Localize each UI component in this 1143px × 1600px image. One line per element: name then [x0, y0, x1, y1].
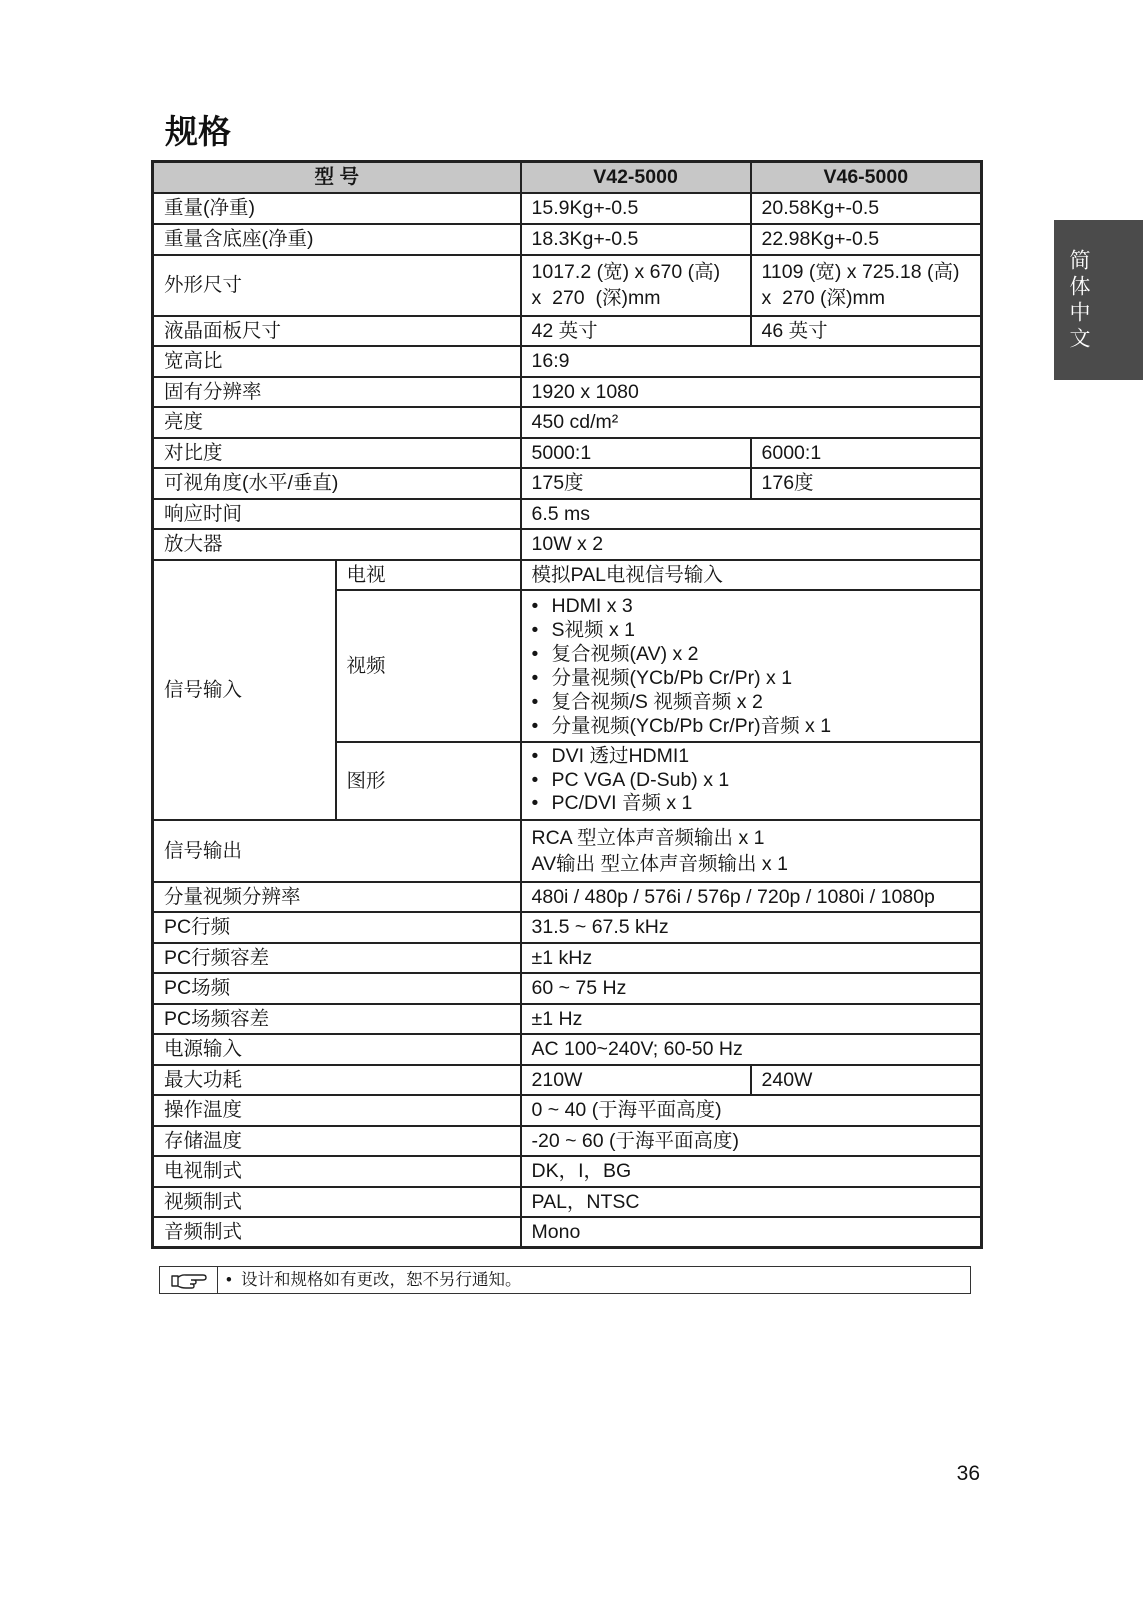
- max-power-label: 最大功耗: [153, 1065, 521, 1096]
- signal-input-tv-label: 电视: [336, 560, 521, 590]
- signal-output-line: RCA 型立体声音频输出 x 1: [531, 826, 765, 849]
- panel-size-v42: 42 英寸: [521, 316, 751, 347]
- table-row: [153, 560, 982, 590]
- native-resolution-label: 固有分辨率: [153, 377, 521, 408]
- video-system-label: 视频制式: [153, 1187, 521, 1218]
- table-row: [153, 1187, 982, 1218]
- weight-stand-v46: 22.98Kg+-0.5: [751, 224, 982, 255]
- viewing-angle-v46: 176度: [751, 468, 982, 499]
- pc-v-freq-tolerance-label: PC场频容差: [153, 1004, 521, 1035]
- list-item-text: 复合视频/S 视频音频 x 2: [551, 690, 763, 713]
- list-item-text: PC VGA (D-Sub) x 1: [551, 768, 730, 791]
- tv-system-label: 电视制式: [153, 1156, 521, 1187]
- weight-net-label: 重量(净重): [153, 193, 521, 224]
- table-row: [153, 255, 982, 316]
- table-row: [153, 912, 982, 943]
- audio-system-value: Mono: [521, 1217, 982, 1248]
- weight-net-v46: 20.58Kg+-0.5: [751, 193, 982, 224]
- storage-temp-value: -20 ~ 60 (于海平面高度): [521, 1126, 982, 1157]
- note-text: 设计和规格如有更改，恕不另行通知。: [241, 1271, 522, 1289]
- list-item: [532, 594, 981, 618]
- viewing-angle-v42: 175度: [521, 468, 751, 499]
- brightness-label: 亮度: [153, 407, 521, 438]
- signal-input-video-list: [521, 590, 982, 742]
- signal-input-tv-value: 模拟PAL电视信号输入: [521, 560, 982, 590]
- table-row: [153, 407, 982, 438]
- table-row: [153, 529, 982, 560]
- power-input-label: 电源输入: [153, 1034, 521, 1065]
- table-row: [153, 1034, 982, 1065]
- amplifier-value: 10W x 2: [521, 529, 982, 560]
- operating-temp-label: 操作温度: [153, 1095, 521, 1126]
- header-model: 型 号: [153, 162, 521, 193]
- table-row: [153, 1095, 982, 1126]
- bullet: •: [226, 1271, 232, 1289]
- bullet: •: [531, 745, 539, 768]
- header-row: [153, 162, 982, 193]
- contrast-label: 对比度: [153, 438, 521, 469]
- header-v46: V46-5000: [751, 162, 982, 193]
- list-item-text: DVI 透过HDMI1: [551, 745, 690, 768]
- bullet: •: [531, 792, 539, 815]
- amplifier-label: 放大器: [153, 529, 521, 560]
- pc-h-freq-label: PC行频: [153, 912, 521, 943]
- list-item-text: HDMI x 3: [551, 594, 633, 617]
- component-resolution-label: 分量视频分辨率: [153, 882, 521, 913]
- storage-temp-label: 存储温度: [153, 1126, 521, 1157]
- signal-input-video-label: 视频: [336, 590, 521, 742]
- dimensions-v46: [751, 255, 982, 316]
- list-item-text: 分量视频(YCb/Pb Cr/Pr) x 1: [551, 666, 793, 689]
- pc-h-freq-value: 31.5 ~ 67.5 kHz: [521, 912, 982, 943]
- dimensions-v46-line2: x 270 (深)mm: [761, 287, 886, 309]
- note-box: [159, 1266, 971, 1294]
- signal-input-graphics-list: [521, 742, 982, 820]
- list-item: [532, 690, 981, 714]
- page-title: 规格: [165, 113, 231, 150]
- table-row: [153, 346, 982, 377]
- max-power-v46: 240W: [751, 1065, 982, 1096]
- list-item-text: S视频 x 1: [551, 618, 635, 641]
- table-row: [153, 316, 982, 347]
- table-row: [153, 882, 982, 913]
- bullet: •: [531, 690, 539, 713]
- table-row: [153, 499, 982, 530]
- table-row: [153, 820, 982, 882]
- bullet: •: [531, 618, 539, 641]
- response-time-value: 6.5 ms: [521, 499, 982, 530]
- bullet: •: [531, 768, 539, 791]
- tv-system-value: DK，I，BG: [521, 1156, 982, 1187]
- table-row: [153, 193, 982, 224]
- table-row: [153, 1126, 982, 1157]
- aspect-ratio-label: 宽高比: [153, 346, 521, 377]
- list-item: [532, 792, 981, 816]
- viewing-angle-label: 可视角度(水平/垂直): [153, 468, 521, 499]
- signal-output-list: [521, 820, 982, 882]
- audio-system-label: 音频制式: [153, 1217, 521, 1248]
- list-item: [532, 714, 981, 738]
- weight-stand-label: 重量含底座(净重): [153, 224, 521, 255]
- panel-size-v46: 46 英寸: [751, 316, 982, 347]
- list-item-text: PC/DVI 音频 x 1: [551, 792, 693, 815]
- header-v42: V42-5000: [521, 162, 751, 193]
- table-row: [153, 1217, 982, 1248]
- table-row: [153, 1065, 982, 1096]
- weight-net-v42: 15.9Kg+-0.5: [521, 193, 751, 224]
- contrast-v42: 5000:1: [521, 438, 751, 469]
- pc-h-freq-tolerance-label: PC行频容差: [153, 943, 521, 974]
- bullet: •: [531, 642, 539, 665]
- bullet: •: [531, 714, 539, 737]
- pc-v-freq-value: 60 ~ 75 Hz: [521, 973, 982, 1004]
- signal-input-label: 信号输入: [153, 560, 336, 820]
- dimensions-v42-line2: x 270 (深)mm: [531, 287, 661, 309]
- bullet: •: [531, 594, 539, 617]
- max-power-v42: 210W: [521, 1065, 751, 1096]
- dimensions-v46-line1: 1109 (宽) x 725.18 (高): [761, 261, 960, 283]
- power-input-value: AC 100~240V; 60-50 Hz: [521, 1034, 982, 1065]
- list-item: [532, 745, 981, 769]
- signal-input-graphics-label: 图形: [336, 742, 521, 820]
- note-text-wrap: [218, 1267, 522, 1293]
- bullet: •: [531, 666, 539, 689]
- weight-stand-v42: 18.3Kg+-0.5: [521, 224, 751, 255]
- native-resolution-value: 1920 x 1080: [521, 377, 982, 408]
- aspect-ratio-value: 16:9: [521, 346, 982, 377]
- contrast-v46: 6000:1: [751, 438, 982, 469]
- operating-temp-value: 0 ~ 40 (于海平面高度): [521, 1095, 982, 1126]
- spec-table: [151, 160, 983, 1249]
- video-system-value: PAL，NTSC: [521, 1187, 982, 1218]
- table-row: [153, 224, 982, 255]
- table-row: [153, 468, 982, 499]
- language-side-tab: [1054, 220, 1143, 380]
- pc-v-freq-label: PC场频: [153, 973, 521, 1004]
- dimensions-v42-line1: 1017.2 (宽) x 670 (高): [531, 261, 721, 283]
- list-item: [532, 642, 981, 666]
- list-item: [532, 618, 981, 642]
- list-item: [532, 769, 981, 793]
- page-number: 36: [956, 1462, 980, 1485]
- signal-output-label: 信号输出: [153, 820, 521, 882]
- table-row: [153, 943, 982, 974]
- table-row: [153, 438, 982, 469]
- list-item: [532, 666, 981, 690]
- side-tab-label: 简体中文: [1067, 249, 1090, 353]
- panel-size-label: 液晶面板尺寸: [153, 316, 521, 347]
- signal-output-line: AV输出 型立体声音频输出 x 1: [531, 852, 788, 875]
- dimensions-v42: [521, 255, 751, 316]
- pointing-hand-icon: [160, 1267, 218, 1293]
- table-row: [153, 1156, 982, 1187]
- dimensions-label: 外形尺寸: [153, 255, 521, 316]
- pc-v-freq-tolerance-value: ±1 Hz: [521, 1004, 982, 1035]
- list-item-text: 复合视频(AV) x 2: [551, 642, 699, 665]
- component-resolution-value: 480i / 480p / 576i / 576p / 720p / 1080i / 1080p: [521, 882, 982, 913]
- table-row: [153, 377, 982, 408]
- pc-h-freq-tolerance-value: ±1 kHz: [521, 943, 982, 974]
- table-row: [153, 1004, 982, 1035]
- brightness-value: 450 cd/m²: [521, 407, 982, 438]
- response-time-label: 响应时间: [153, 499, 521, 530]
- table-row: [153, 973, 982, 1004]
- list-item-text: 分量视频(YCb/Pb Cr/Pr)音频 x 1: [551, 714, 832, 737]
